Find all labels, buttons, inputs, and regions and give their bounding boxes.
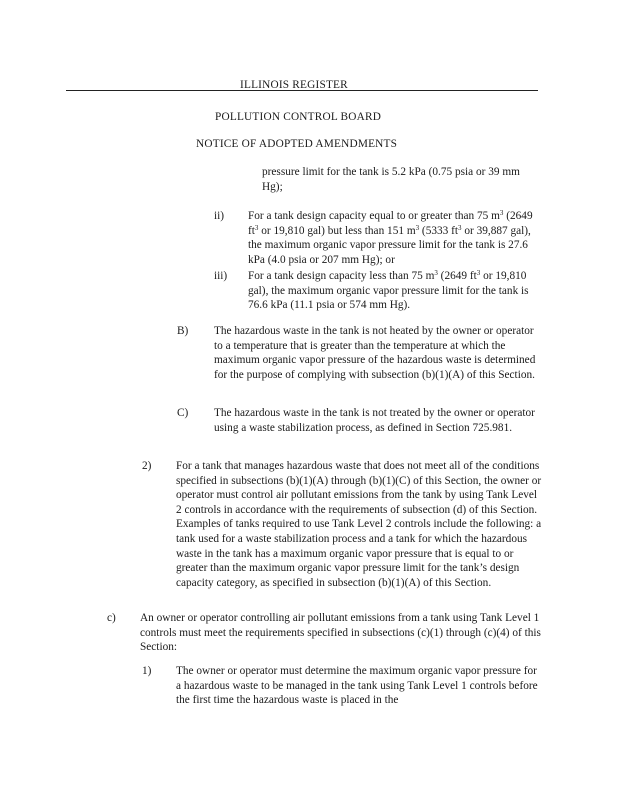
register-title: ILLINOIS REGISTER	[240, 79, 348, 91]
item-1-label: 1)	[142, 665, 152, 677]
item-c-text: The hazardous waste in the tank is not treated by the owner or operator using a waste stabilization process, as defined in Section 725.981.	[214, 407, 535, 434]
item-ii-text: For a tank design capacity equal to or greater than 75 $m^3$ (2649 $ft^3$ or 19,810 gal) but less than 151 $m^3$ (5333 $ft^3$ or 39,887 gal), the maximum organic vapor pressure limit for the tank is 27.6 kPa (4.0 psia or 207 mm Hg); or	[248, 209, 533, 266]
item-c-label: C)	[177, 407, 189, 419]
item-iii-text: For a tank design capacity less than 75 $m^3$ (2649 $ft^3$ or 19,810 gal), the maximum organic vapor pressure limit for the tank is 76.6 kPa (11.1 psia or 574 mm Hg).	[248, 269, 529, 312]
item-ii-label: ii)	[214, 210, 225, 222]
item-1-text: The owner or operator must determine the maximum organic vapor pressure for a hazardous waste to be managed in the tank using Tank Level 1 controls before the first time the hazardous waste is placed in the	[176, 665, 538, 707]
continuation-paragraph: pressure limit for the tank is 5.2 kPa (0.75 psia or 39 mm Hg);	[262, 166, 520, 193]
header-rule	[66, 90, 538, 91]
notice-title: NOTICE OF ADOPTED AMENDMENTS	[196, 138, 398, 150]
board-title: POLLUTION CONTROL BOARD	[215, 111, 382, 123]
item-b-label: B)	[177, 325, 189, 337]
item-iii-label: iii)	[214, 270, 228, 282]
item-c-lower-text: An owner or operator controlling air pollutant emissions from a tank using Tank Level 1 controls must meet the requirements specified in subsections (c)(1) through (c)(4) of this Section:	[140, 612, 541, 654]
item-b-text: The hazardous waste in the tank is not heated by the owner or operator to a temperature that is greater than the temperature at which the maximum organic vapor pressure of the hazardous waste is determined for the purpose of complying with subsection (b)(1)(A) of this Section.	[214, 325, 536, 381]
item-c-lower-label: c)	[107, 612, 116, 624]
item-2-text: For a tank that manages hazardous waste that does not meet all of the conditions specified in subsections (b)(1)(A) through (b)(1)(C) of this Section, the owner or operator must control air pollutant emissions from the tank by using Tank Level 2 controls in accordance with the requirements of subsection (d) of this Section. Examples of tanks required to use Tank Level 2 controls include the following: a tank used for a waste stabilization process and a tank for which the hazardous waste in the tank has a maximum organic vapor pressure that is equal to or greater than the maximum organic vapor pressure limit for the tank’s design capacity category, as specified in subsection (b)(1)(A) of this Section.	[176, 460, 542, 589]
item-2-label: 2)	[142, 460, 152, 472]
